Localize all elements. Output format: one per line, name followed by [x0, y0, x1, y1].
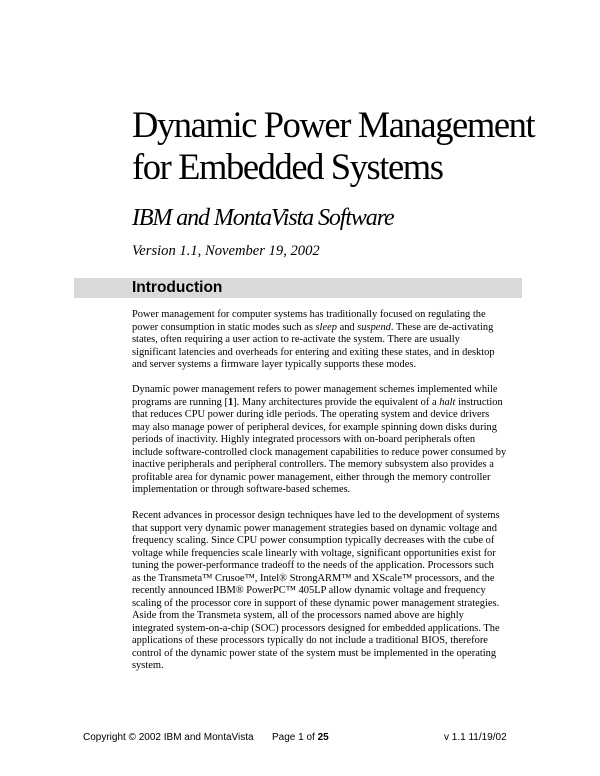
- paragraph-line: frequency scaling. Since CPU power consumption typically decreases with the cube of: [132, 535, 495, 546]
- version-date: Version 1.1, November 19, 2002: [132, 243, 320, 259]
- paragraph-line: significant latencies and overheads for entering and exiting these states, and in desktop: [132, 346, 495, 358]
- page-footer: [0, 731, 600, 745]
- paragraph-line: inactive peripherals and peripheral controllers. The memory subsystem also provides a: [132, 459, 494, 470]
- footer-page-total: 25: [317, 732, 329, 743]
- paragraph-line: profitable area for dynamic power management, either through the memory controller: [132, 471, 491, 483]
- section-heading: Introduction: [132, 279, 223, 296]
- footer-version: v 1.1 11/19/02: [444, 732, 507, 743]
- paragraph-line: and server systems a firmware layer typically supports these modes.: [132, 359, 417, 370]
- footer-page-number: [272, 731, 329, 745]
- paragraph-line: Dynamic power management refers to power management schemes implemented while: [132, 384, 498, 395]
- title-line-1: Dynamic Power Management: [132, 104, 535, 145]
- paragraph-line: control of the dynamic power state of the system must be implemented in the operating: [132, 647, 497, 659]
- document-title: [132, 104, 572, 188]
- paragraph-line: that support very dynamic power management strategies based on dynamic voltage and: [132, 522, 497, 534]
- paragraph-line: may also manage power of peripheral devices, for example spinning down disks during: [132, 421, 497, 433]
- title-line-2: for Embedded Systems: [132, 146, 443, 187]
- paragraph-line: that reduces CPU power during idle periods. The operating system and device drivers: [132, 409, 490, 420]
- footer-page-prefix: Page 1 of: [272, 732, 318, 743]
- paragraph-line: integrated system-on-a-chip (SOC) processors designed for embedded applications. The: [132, 622, 500, 634]
- paragraph-1: [132, 309, 495, 372]
- footer-copyright: Copyright © 2002 IBM and MontaVista: [83, 732, 254, 743]
- paragraph-line: applications of these processors typically do not include a traditional BIOS, therefore: [132, 635, 488, 646]
- paragraph-line: Recent advances in processor design techniques have led to the development of systems: [132, 510, 500, 521]
- paragraph-2: [132, 384, 506, 497]
- paragraph-line: include software-controlled clock management capabilities to reduce power consumed by: [132, 446, 507, 458]
- paragraph-line: scaling of the processor core in support of these dynamic power management strategies.: [132, 597, 500, 609]
- paragraph-line: recently announced IBM® PowerPC™ 405LP allow dynamic voltage and frequency: [132, 585, 486, 596]
- authors: IBM and MontaVista Software: [132, 205, 394, 231]
- paragraph-line: Aside from the Transmeta system, all of the processors named above are highly: [132, 610, 464, 621]
- paragraph-line: programs are running [1]. Many architectures provide the equivalent of a halt instruction: [132, 396, 503, 408]
- paragraph-line: states, often requiring a user action to re-activate the system. There are usually: [132, 334, 460, 345]
- paragraph-3: [132, 510, 500, 673]
- paragraph-line: system.: [132, 660, 164, 671]
- paragraph-line: implementation or through software-based schemes.: [132, 484, 351, 495]
- paragraph-line: as the Transmeta™ Crusoe™, Intel® StrongARM™ and XScale™ processors, and the: [132, 572, 495, 584]
- paragraph-line: power consumption in static modes such as sleep and suspend. These are de-activating: [132, 321, 494, 333]
- paragraph-line: voltage while frequencies scale linearly with voltage, significant opportunities exist for: [132, 547, 496, 559]
- paragraph-line: Power management for computer systems has traditionally focused on regulating the: [132, 309, 486, 320]
- paragraph-line: periods of inactivity. Highly integrated processors with on-board peripherals often: [132, 434, 476, 445]
- paragraph-line: tuning the power-performance tradeoff to the needs of the application. Processors such: [132, 560, 494, 571]
